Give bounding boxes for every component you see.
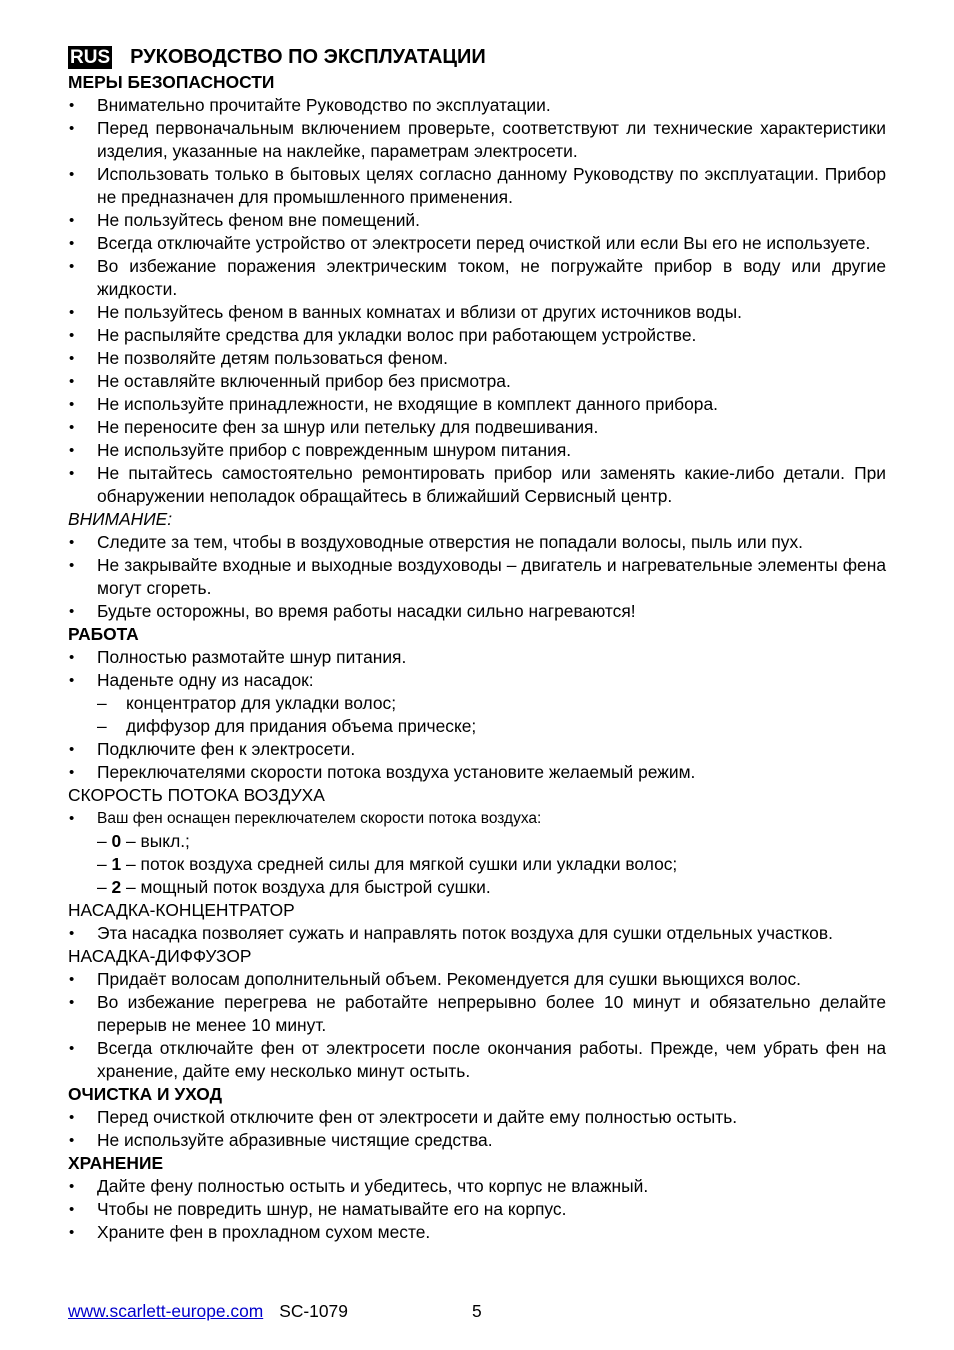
speed-row — [68, 830, 886, 853]
list-item: • Следите за тем, чтобы в воздуховодные отверстия не попадали волосы, пыль или пух. — [68, 531, 886, 554]
list-item: • Не используйте принадлежности, не входящие в комплект данного прибора. — [68, 393, 886, 416]
speed-dash: – — [97, 877, 107, 897]
page-footer — [68, 1300, 482, 1322]
diffuser-list — [68, 968, 886, 1083]
cleaning-list — [68, 1106, 886, 1152]
speed-number: 0 — [111, 831, 122, 851]
section-heading-safety: МЕРЫ БЕЗОПАСНОСТИ — [68, 72, 275, 92]
list-item: • Перед первоначальным включением проверьте, соответствуют ли технические характеристики изделия, указанные на наклейке, параметрам электросети. — [68, 117, 886, 163]
list-item: • Не переносите фен за шнур или петельку для подвешивания. — [68, 416, 886, 439]
list-item: • Не используйте абразивные чистящие средства. — [68, 1129, 886, 1152]
list-item: • Не оставляйте включенный прибор без присмотра. — [68, 370, 886, 393]
list-item: • Ваш фен оснащен переключателем скорости потока воздуха: — [68, 807, 886, 830]
speed-row — [68, 876, 886, 899]
list-item: • Всегда отключайте фен от электросети после окончания работы. Прежде, чем убрать фен на хранение, дайте ему несколько минут остыть. — [68, 1037, 886, 1083]
speed-text: – выкл.; — [121, 831, 190, 851]
subheading-concentrator: НАСАДКА-КОНЦЕНТРАТОР — [68, 900, 295, 920]
speed-text: – поток воздуха средней силы для мягкой сушки или укладки волос; — [121, 854, 678, 874]
list-item: • Будьте осторожны, во время работы насадки сильно нагреваются! — [68, 600, 886, 623]
warning-list — [68, 531, 886, 623]
dash-item: – концентратор для укладки волос; — [68, 692, 886, 715]
list-item: • Подключите фен к электросети. — [68, 738, 886, 761]
language-badge: RUS — [70, 46, 111, 68]
list-item: • Не пытайтесь самостоятельно ремонтировать прибор или заменять какие-либо детали. При обнаружении неполадок обращайтесь в ближайший Сервисный центр. — [68, 462, 886, 508]
speed-row — [68, 853, 886, 876]
speed-number: 1 — [111, 854, 122, 874]
list-item: • Всегда отключайте устройство от электросети перед очисткой или если Вы его не используете. — [68, 232, 886, 255]
section-heading-storage: ХРАНЕНИЕ — [68, 1153, 164, 1173]
model-number: SC-1079 — [279, 1301, 348, 1321]
speed-number: 2 — [111, 877, 122, 897]
subheading-diffuser: НАСАДКА-ДИФФУЗОР — [68, 946, 252, 966]
list-item: • Дайте фену полностью остыть и убедитесь, что корпус не влажный. — [68, 1175, 886, 1198]
list-item: • Не пользуйтесь феном вне помещений. — [68, 209, 886, 232]
list-item: • Не позволяйте детям пользоваться феном. — [68, 347, 886, 370]
website-link[interactable]: www.scarlett-europe.com — [68, 1301, 264, 1321]
speed-text: – мощный поток воздуха для быстрой сушки. — [121, 877, 491, 897]
list-item: • Переключателями скорости потока воздуха установите желаемый режим. — [68, 761, 886, 784]
page-number: 5 — [472, 1301, 482, 1321]
page-title: РУКОВОДСТВО ПО ЭКСПЛУАТАЦИИ — [130, 46, 486, 68]
list-item: • Наденьте одну из насадок: — [68, 669, 886, 692]
list-item: • Не используйте прибор с поврежденным шнуром питания. — [68, 439, 886, 462]
section-heading-cleaning: ОЧИСТКА И УХОД — [68, 1084, 222, 1104]
warning-heading: ВНИМАНИЕ: — [68, 509, 173, 529]
concentrator-list — [68, 922, 886, 945]
airflow-list — [68, 807, 886, 830]
list-item: • Храните фен в прохладном сухом месте. — [68, 1221, 886, 1244]
list-item: • Эта насадка позволяет сужать и направлять поток воздуха для сушки отдельных участков. — [68, 922, 886, 945]
list-item: • Перед очисткой отключите фен от электросети и дайте ему полностью остыть. — [68, 1106, 886, 1129]
title-row — [68, 44, 886, 70]
manual-page — [68, 44, 886, 1244]
dash-item: – диффузор для придания объема прическе; — [68, 715, 886, 738]
operation-list — [68, 646, 886, 784]
list-item: • Во избежание поражения электрическим током, не погружайте прибор в воду или другие жидкости. — [68, 255, 886, 301]
section-heading-operation: РАБОТА — [68, 624, 139, 644]
list-item: • Придаёт волосам дополнительный объем. Рекомендуется для сушки вьющихся волос. — [68, 968, 886, 991]
safety-list — [68, 94, 886, 508]
list-item: • Внимательно прочитайте Руководство по эксплуатации. — [68, 94, 886, 117]
list-item: • Не закрывайте входные и выходные воздуховоды – двигатель и нагревательные элементы фена могут сгореть. — [68, 554, 886, 600]
list-item: • Полностью размотайте шнур питания. — [68, 646, 886, 669]
speed-dash: – — [97, 831, 107, 851]
subheading-airflow: СКОРОСТЬ ПОТОКА ВОЗДУХА — [68, 785, 325, 805]
list-item: • Во избежание перегрева не работайте непрерывно более 10 минут и обязательно делайте перерыв не менее 10 минут. — [68, 991, 886, 1037]
list-item: • Не распыляйте средства для укладки волос при работающем устройстве. — [68, 324, 886, 347]
list-item: • Не пользуйтесь феном в ванных комнатах и вблизи от других источников воды. — [68, 301, 886, 324]
speed-dash: – — [97, 854, 107, 874]
storage-list — [68, 1175, 886, 1244]
list-item: • Использовать только в бытовых целях согласно данному Руководству по эксплуатации. Прибор не предназначен для промышленного применения. — [68, 163, 886, 209]
list-item: • Чтобы не повредить шнур, не наматывайте его на корпус. — [68, 1198, 886, 1221]
